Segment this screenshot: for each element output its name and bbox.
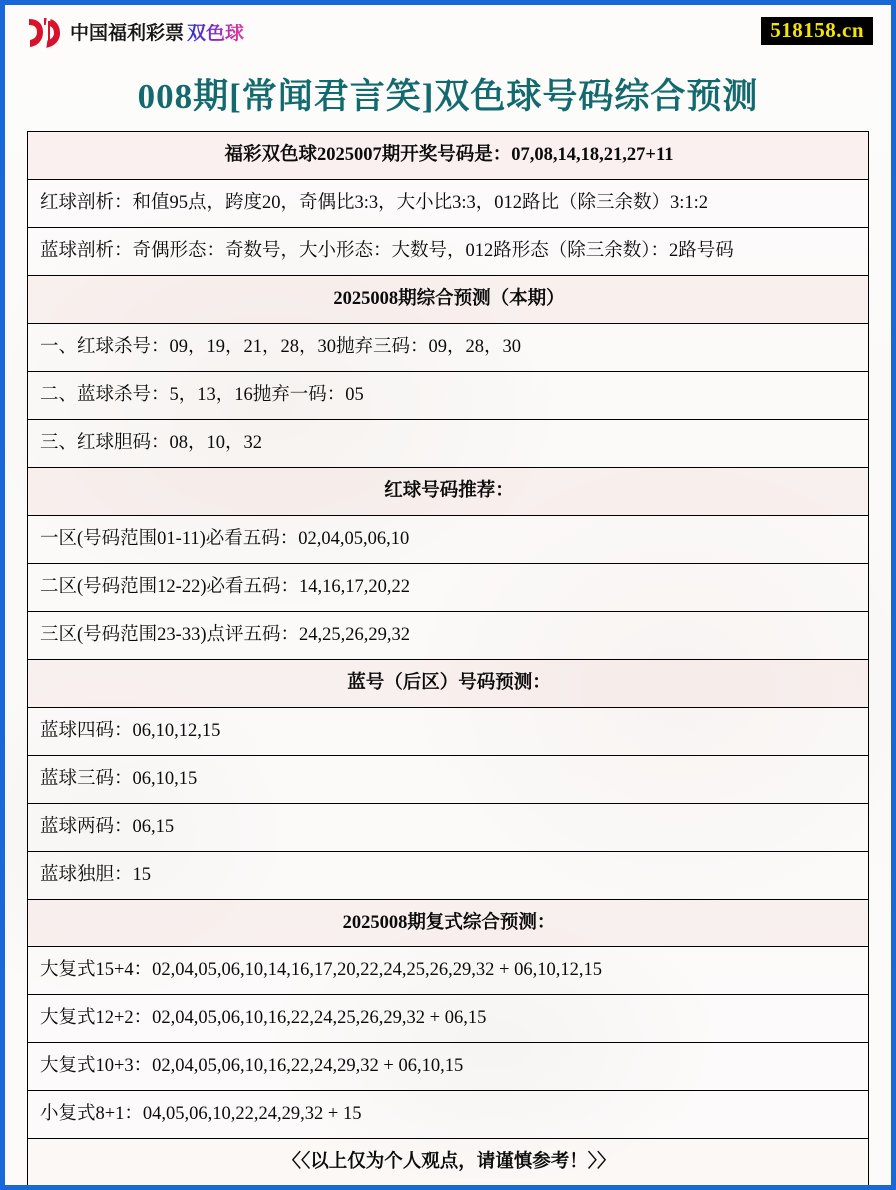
disclaimer-cell: 〈〈以上仅为个人观点，请谨慎参考！〉〉: [28, 1139, 869, 1187]
prediction-cell: 三区(号码范围23-33)点评五码：24,25,26,29,32: [28, 611, 869, 659]
prediction-cell: 红球剖析：和值95点，跨度20，奇偶比3:3，大小比3:3，012路比（除三余数）3:1:2: [28, 179, 869, 227]
prediction-cell: 三、红球胆码：08，10，32: [28, 419, 869, 467]
prediction-cell: 一区(号码范围01-11)必看五码：02,04,05,06,10: [28, 515, 869, 563]
section-header-cell: 2025008期复式综合预测：: [28, 899, 869, 947]
table-row: [28, 563, 869, 611]
page-title: 008期[常闻君言笑]双色球号码综合预测: [137, 77, 759, 116]
prediction-cell: 蓝球四码：06,10,12,15: [28, 707, 869, 755]
table-row: [28, 371, 869, 419]
site-domain-badge: 518158.cn: [761, 17, 873, 45]
prediction-cell: 二、蓝球杀号：5，13，16抛弃一码：05: [28, 371, 869, 419]
table-row: [28, 323, 869, 371]
table-row: [28, 515, 869, 563]
logo-text-chinese: 中国福利彩票: [70, 21, 185, 44]
table-row: [28, 851, 869, 899]
section-header-cell: 福彩双色球2025007期开奖号码是：07,08,14,18,21,27+11: [28, 132, 869, 180]
section-header-cell: 蓝号（后区）号码预测：: [28, 659, 869, 707]
table-row: [28, 275, 869, 323]
prediction-cell: 大复式15+4：02,04,05,06,10,14,16,17,20,22,24,25,26,29,32 + 06,10,12,15: [28, 947, 869, 995]
table-row: [28, 1139, 869, 1187]
table-row: [28, 227, 869, 275]
prediction-cell: 蓝球剖析：奇偶形态：奇数号，大小形态：大数号，012路形态（除三余数）：2路号码: [28, 227, 869, 275]
table-row: [28, 179, 869, 227]
page-header: [5, 5, 891, 63]
prediction-table-body: [28, 132, 869, 1187]
table-row: [28, 755, 869, 803]
prediction-cell: 蓝球两码：06,15: [28, 803, 869, 851]
table-row: [28, 1043, 869, 1091]
section-header-cell: 红球号码推荐：: [28, 467, 869, 515]
brand-logo: [25, 15, 244, 51]
prediction-table: [27, 131, 869, 1187]
table-row: [28, 947, 869, 995]
table-row: [28, 1091, 869, 1139]
prediction-cell: 一、红球杀号：09，19，21，28，30抛弃三码：09，28，30: [28, 323, 869, 371]
table-row: [28, 995, 869, 1043]
table-row: [28, 467, 869, 515]
china-welfare-lottery-logo-icon: [25, 16, 63, 50]
section-header-cell: 2025008期综合预测（本期）: [28, 275, 869, 323]
prediction-cell: 蓝球三码：06,10,15: [28, 755, 869, 803]
table-row: [28, 707, 869, 755]
prediction-cell: 蓝球独胆：15: [28, 851, 869, 899]
table-row: [28, 611, 869, 659]
prediction-cell: 小复式8+1：04,05,06,10,22,24,29,32 + 15: [28, 1091, 869, 1139]
prediction-cell: 大复式12+2：02,04,05,06,10,16,22,24,25,26,29,32 + 06,15: [28, 995, 869, 1043]
table-row: [28, 659, 869, 707]
table-row: [28, 132, 869, 180]
table-row: [28, 899, 869, 947]
prediction-table-wrap: [27, 131, 869, 1187]
prediction-cell: 大复式10+3：02,04,05,06,10,16,22,24,29,32 + 06,10,15: [28, 1043, 869, 1091]
logo-text-ssq: 双色球: [187, 21, 245, 44]
prediction-cell: 二区(号码范围12-22)必看五码：14,16,17,20,22: [28, 563, 869, 611]
table-row: [28, 419, 869, 467]
table-row: [28, 803, 869, 851]
